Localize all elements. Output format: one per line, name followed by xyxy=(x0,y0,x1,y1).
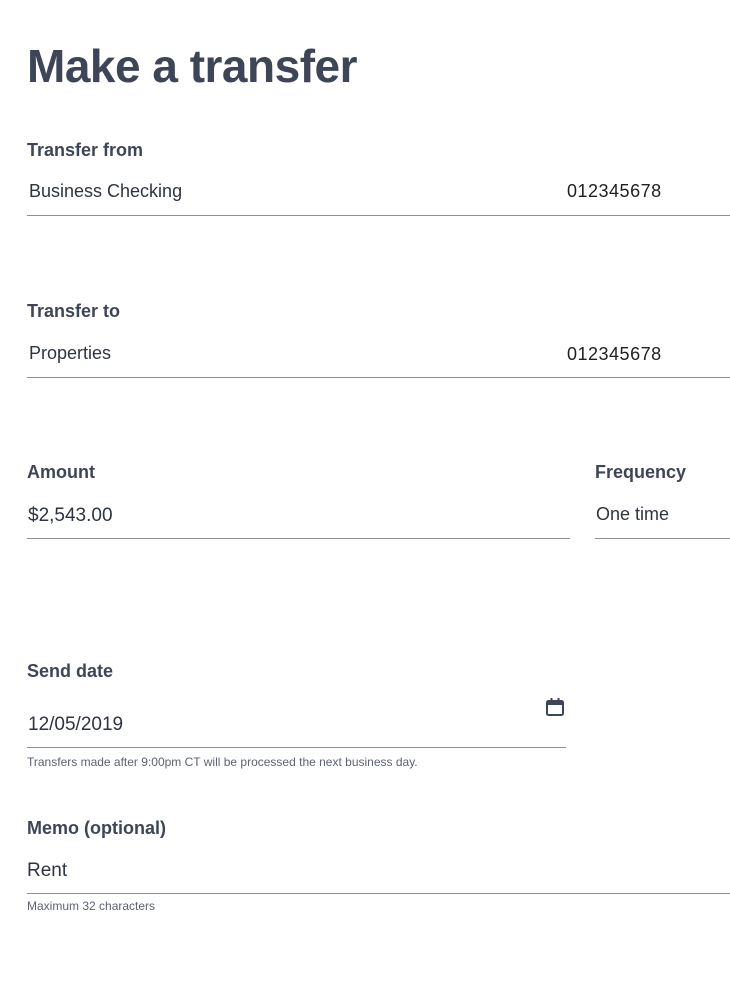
transfer-to-account-name[interactable]: Properties xyxy=(29,343,112,363)
transfer-from-label: Transfer from xyxy=(27,140,144,160)
page-title: Make a transfer xyxy=(27,40,357,92)
memo-hint: Maximum 32 characters xyxy=(27,899,156,913)
calendar-icon[interactable] xyxy=(545,697,565,717)
send-date-hint: Transfers made after 9:00pm CT will be processed the next business day. xyxy=(27,755,418,769)
memo-label: Memo (optional) xyxy=(27,818,166,838)
transfer-to-underline xyxy=(27,377,730,378)
memo-input[interactable] xyxy=(27,858,717,884)
transfer-to-label: Transfer to xyxy=(27,301,121,321)
frequency-underline xyxy=(595,538,730,539)
transfer-from-underline xyxy=(27,215,730,216)
amount-input[interactable] xyxy=(28,503,558,529)
send-date-input[interactable] xyxy=(28,712,528,738)
send-date-label: Send date xyxy=(27,661,114,681)
amount-underline xyxy=(27,538,570,539)
transfer-to-account-number: 012345678 xyxy=(567,344,662,364)
transfer-from-account-name[interactable]: Business Checking xyxy=(29,181,183,201)
send-date-underline xyxy=(27,747,566,748)
transfer-from-account-number: 012345678 xyxy=(567,181,662,201)
frequency-label: Frequency xyxy=(595,462,687,482)
amount-label: Amount xyxy=(27,462,95,482)
memo-underline xyxy=(27,893,730,894)
frequency-select[interactable]: One time xyxy=(596,504,670,524)
